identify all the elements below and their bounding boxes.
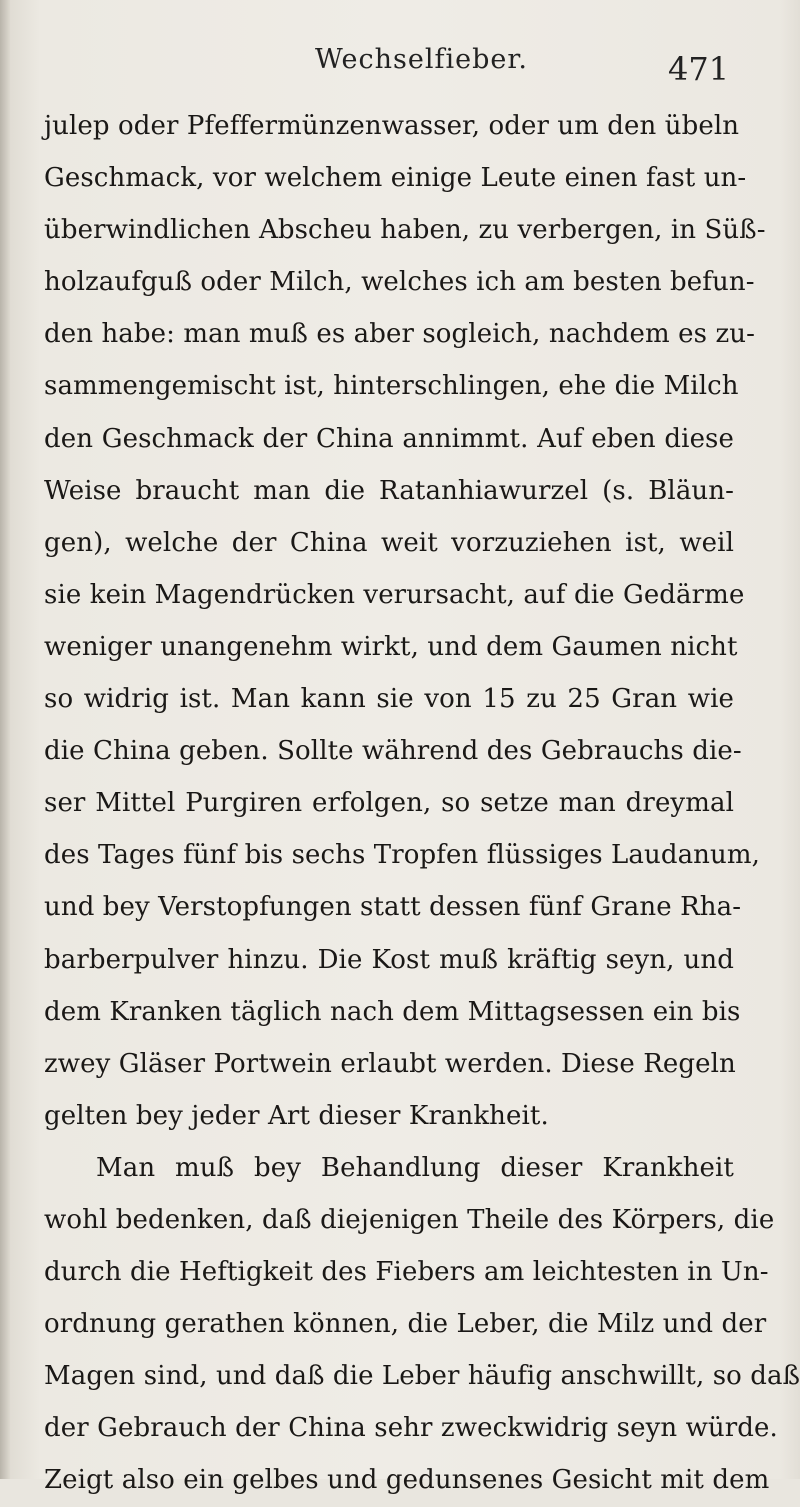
text-line: weniger unangenehm wirkt, und dem Gaumen nicht xyxy=(44,631,738,662)
text-line: holzaufguß oder Milch, welches ich am besten befun- xyxy=(44,267,755,298)
text-line: julep oder Pfeffermünzenwasser, oder um den übeln xyxy=(44,111,740,141)
text-line: Geschmack, vor welchem einige Leute einen fast un- xyxy=(44,163,747,194)
text-line: sammengemischt ist, hinterschlingen, ehe die Milch xyxy=(44,371,739,402)
text-line: des Tages fünf bis sechs Tropfen flüssiges Laudanum, xyxy=(44,840,760,871)
text-line: Weise braucht man die Ratanhiawurzel (s. Bläun- xyxy=(44,475,734,506)
text-line: barberpulver hinzu. Die Kost muß kräftig seyn, und xyxy=(44,944,734,975)
text-line: den Geschmack der China annimmt. Auf eben diese xyxy=(44,423,734,454)
text-line: ordnung gerathen können, die Leber, die Milz und der xyxy=(44,1309,767,1340)
running-head: Wechselfieber. xyxy=(315,44,528,75)
binding-edge xyxy=(0,0,10,1479)
text-line: den habe: man muß es aber sogleich, nachdem es zu- xyxy=(44,319,755,350)
text-line: zwey Gläser Portwein erlaubt werden. Diese Regeln xyxy=(44,1048,736,1079)
text-line: so widrig ist. Man kann sie von 15 zu 25 Gran wie xyxy=(44,684,734,715)
page-number: 471 xyxy=(668,50,730,88)
text-line: gen), welche der China weit vorzuziehen ist, weil xyxy=(44,527,734,558)
text-line: wohl bedenken, daß diejenigen Theile des Körpers, die xyxy=(44,1204,775,1235)
text-line: die China geben. Sollte während des Gebrauchs die- xyxy=(44,736,742,767)
text-line: und bey Verstopfungen statt dessen fünf Grane Rha- xyxy=(44,892,742,923)
text-line: Zeigt also ein gelbes und gedunsenes Gesicht mit dem xyxy=(44,1465,770,1496)
text-line: ser Mittel Purgiren erfolgen, so setze man dreymal xyxy=(44,788,734,819)
text-line: durch die Heftigkeit des Fiebers am leichtesten in Un- xyxy=(44,1257,769,1288)
text-line: überwindlichen Abscheu haben, zu verbergen, in Süß- xyxy=(44,215,766,246)
text-line: Magen sind, und daß die Leber häufig anschwillt, so daß xyxy=(44,1361,800,1392)
body-text xyxy=(44,100,800,1507)
paragraph-end-line: gelten bey jeder Art dieser Krankheit. xyxy=(44,1100,549,1131)
text-line: der Gebrauch der China sehr zweckwidrig seyn würde. xyxy=(44,1413,778,1444)
text-line: sie kein Magendrücken verursacht, auf die Gedärme xyxy=(44,579,745,610)
paragraph-start-line: Man muß bey Behandlung dieser Krankheit xyxy=(96,1152,734,1183)
text-line: dem Kranken täglich nach dem Mittagsessen ein bis xyxy=(44,996,741,1027)
